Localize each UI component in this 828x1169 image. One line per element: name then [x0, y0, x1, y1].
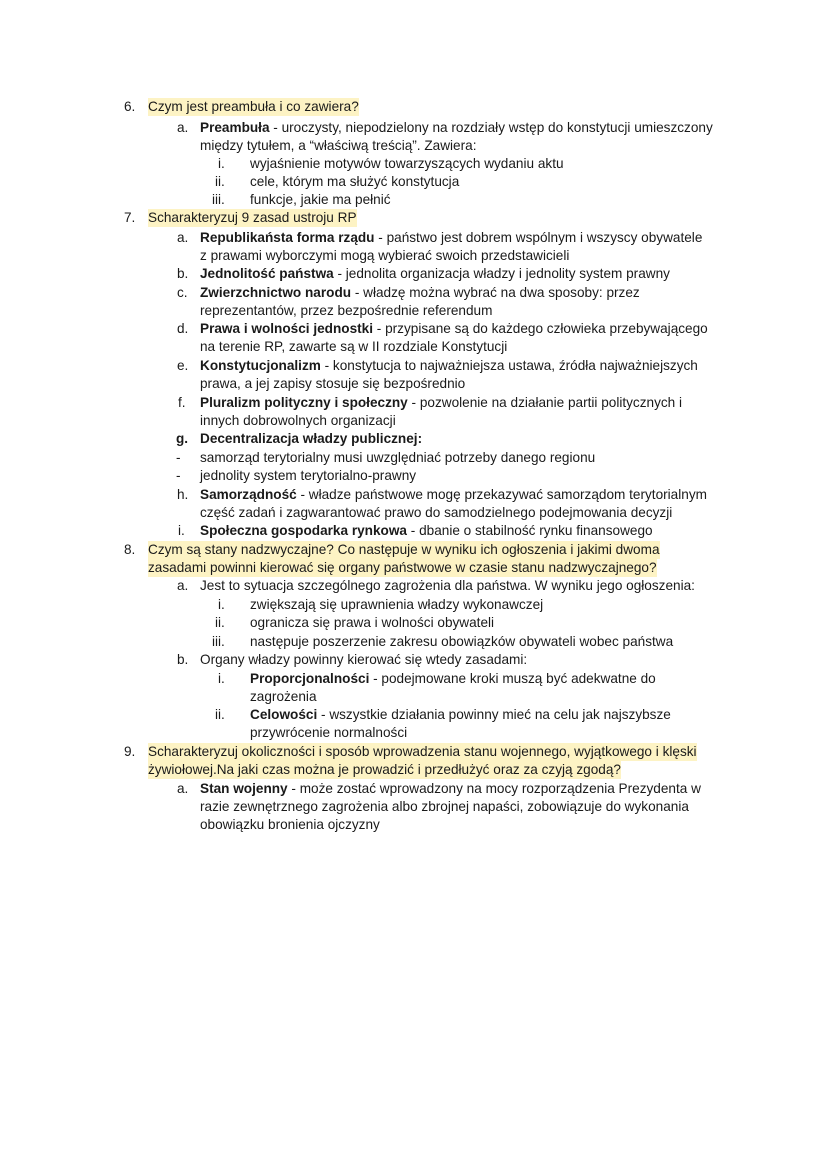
item-label: ii.	[215, 707, 225, 722]
item-label: b.	[177, 266, 189, 281]
list-item: następuje poszerzenie zakresu obowiązków obywateli wobec państwa	[250, 634, 674, 649]
item-label: d.	[177, 321, 189, 336]
list-item: jednolity system terytorialno-prawny	[200, 468, 417, 483]
list-item: samorząd terytorialny musi uwzględniać potrzeby danego regionu	[200, 450, 596, 465]
list-item	[200, 430, 422, 448]
term: Jednolitość państwa	[200, 266, 334, 281]
item-text: - podejmowane kroki muszą być adekwatne do	[369, 671, 656, 686]
list-item: ogranicza się prawa i wolności obywateli	[250, 615, 495, 630]
item-text: część zadań i zagwarantować prawo do samodzielnego podejmowania decyzji	[200, 505, 673, 520]
item-text: - przypisane są do każdego człowieka przebywającego	[373, 321, 708, 336]
list-item	[200, 284, 640, 302]
list-item: funkcje, jakie ma pełnić	[250, 192, 391, 207]
question-number: 6.	[124, 99, 136, 114]
list-item	[200, 357, 698, 375]
item-text: - władzę można wybrać na dwa sposoby: przez	[351, 285, 640, 300]
list-item	[200, 119, 713, 137]
item-text: - pozwolenie na działanie partii politycznych i	[407, 395, 683, 410]
item-text: - władze państwowe mogę przekazywać samorządom terytorialnym	[296, 487, 707, 502]
item-text: prawa, a jej zapisy stosuje się bezpośrednio	[200, 376, 466, 391]
term: Samorządność	[200, 487, 297, 502]
item-text: - może zostać wprowadzony na mocy rozporządzenia Prezydenta w	[287, 781, 701, 796]
list-item	[250, 670, 656, 688]
term: Pluralizm polityczny i społeczny	[200, 395, 408, 410]
term: Społeczna gospodarka rynkowa	[200, 523, 407, 538]
dash-bullet: -	[176, 468, 181, 483]
question-text: Czym jest preambuła i co zawiera?	[148, 99, 359, 114]
question-number: 8.	[124, 542, 136, 557]
item-text: - państwo jest dobrem wspólnym i wszyscy obywatele	[374, 230, 703, 245]
term: Proporcjonalności	[250, 671, 370, 686]
list-item	[200, 394, 682, 412]
question-text: żywiołowej.Na jaki czas można je prowadzić i przedłużyć oraz za czyją zgodą?	[148, 762, 621, 777]
item-text: - jednolita organizacja władzy i jednolity system prawny	[333, 266, 670, 281]
item-label: iii.	[212, 192, 225, 207]
item-label: a.	[177, 230, 189, 245]
question-text: Czym są stany nadzwyczajne? Co następuje w wyniku ich ogłoszenia i jakimi dwoma	[148, 542, 660, 557]
question-text: Scharakteryzuj okoliczności i sposób wprowadzenia stanu wojennego, wyjątkowego i klęski	[148, 744, 697, 759]
item-label: i.	[218, 597, 225, 612]
list-item	[200, 265, 670, 283]
item-text: na terenie RP, zawarte są w II rozdziale Konstytucji	[200, 339, 508, 354]
list-item	[200, 320, 708, 338]
item-text: między tytułem, a “właściwą treścią”. Zawiera:	[200, 138, 477, 153]
list-item: Jest to sytuacja szczególnego zagrożenia dla państwa. W wyniku jego ogłoszenia:	[200, 578, 695, 593]
item-label: ii.	[215, 615, 225, 630]
question-text: zasadami powinni kierować się organy państwowe w czasie stanu nadzwyczajnego?	[148, 560, 657, 575]
item-label: ii.	[215, 174, 225, 189]
list-item: Organy władzy powinny kierować się wtedy zasadami:	[200, 652, 528, 667]
item-text: przywrócenie normalności	[250, 725, 408, 740]
item-label: i.	[178, 523, 185, 538]
term: Republikaństa forma rządu	[200, 230, 375, 245]
item-label: b.	[177, 652, 189, 667]
list-item: wyjaśnienie motywów towarzyszących wydaniu aktu	[250, 156, 564, 171]
list-item	[200, 229, 702, 247]
item-text: zagrożenia	[250, 689, 317, 704]
item-label: h.	[177, 487, 189, 502]
term: Prawa i wolności jednostki	[200, 321, 373, 336]
term: Zwierzchnictwo narodu	[200, 285, 352, 300]
term: Decentralizacja władzy publicznej:	[200, 431, 423, 446]
item-text: - wszystkie działania powinny mieć na celu jak najszybsze	[317, 707, 671, 722]
item-text: - uroczysty, niepodzielony na rozdziały wstęp do konstytucji umieszczony	[269, 120, 713, 135]
list-item	[250, 706, 671, 724]
question-number: 9.	[124, 744, 136, 759]
list-item	[200, 522, 653, 540]
item-text: innych dobrowolnych organizacji	[200, 413, 396, 428]
item-text: obowiązku bronienia ojczyzny	[200, 817, 380, 832]
item-label: g.	[176, 431, 189, 446]
term: Celowości	[250, 707, 318, 722]
item-label: e.	[177, 358, 189, 373]
item-text: - konstytucja to najważniejsza ustawa, źródła najważniejszych	[320, 358, 698, 373]
item-label: c.	[177, 285, 188, 300]
item-label: iii.	[212, 634, 225, 649]
item-text: - dbanie o stabilność rynku finansowego	[407, 523, 653, 538]
item-text: reprezentantów, przez bezpośrednie referendum	[200, 303, 493, 318]
list-item	[200, 486, 707, 504]
question-number: 7.	[124, 210, 136, 225]
item-label: a.	[177, 578, 189, 593]
list-item: cele, którym ma służyć konstytucja	[250, 174, 460, 189]
item-label: f.	[178, 395, 186, 410]
list-item	[200, 780, 701, 798]
item-label: i.	[218, 671, 225, 686]
item-text: z prawami wyborczymi mogą wybierać swoich przedstawicieli	[200, 248, 570, 263]
list-item: zwiększają się uprawnienia władzy wykonawczej	[250, 597, 544, 612]
item-text: razie zewnętrznego zagrożenia albo zbrojnej napaści, zobowiązuje do wykonania	[200, 799, 689, 814]
item-label: a.	[177, 781, 189, 796]
term: Konstytucjonalizm	[200, 358, 321, 373]
question-text: Scharakteryzuj 9 zasad ustroju RP	[148, 210, 357, 225]
dash-bullet: -	[176, 450, 181, 465]
term: Stan wojenny	[200, 781, 288, 796]
item-label: i.	[218, 156, 225, 171]
term: Preambuła	[200, 120, 270, 135]
item-label: a.	[177, 120, 189, 135]
